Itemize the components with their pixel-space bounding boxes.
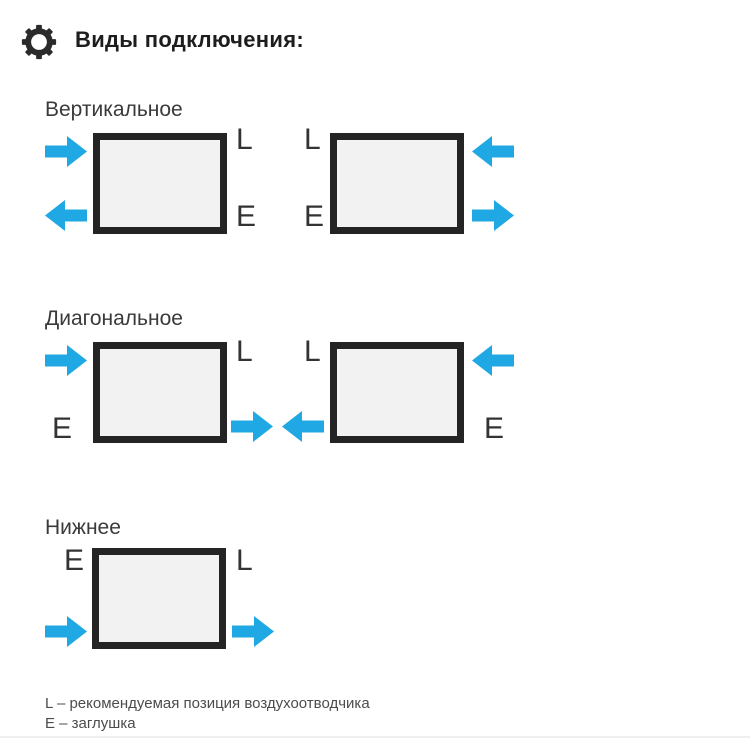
vent-position-label: L xyxy=(236,123,253,156)
gear-icon xyxy=(21,24,57,60)
inlet-arrow-right-icon xyxy=(45,345,87,376)
inlet-arrow-right-icon xyxy=(45,136,87,167)
radiator-outline xyxy=(330,133,464,234)
outlet-arrow-left-icon xyxy=(45,200,87,231)
radiator-outline xyxy=(93,133,227,234)
legend-line-plug: E – заглушка xyxy=(45,715,136,732)
vent-position-label: L xyxy=(236,544,253,577)
outlet-arrow-left-icon xyxy=(282,411,324,442)
bottom-divider xyxy=(0,736,750,738)
radiator-outline xyxy=(93,342,227,443)
outlet-arrow-right-icon xyxy=(232,616,274,647)
section-title-diagonal: Диагональное xyxy=(45,307,183,330)
plug-position-label: E xyxy=(52,412,73,445)
section-title-vertical: Вертикальное xyxy=(45,98,183,121)
plug-position-label: E xyxy=(484,412,505,445)
plug-position-label: E xyxy=(64,544,85,577)
vent-position-label: L xyxy=(304,335,321,368)
plug-position-label: E xyxy=(236,200,257,233)
plug-position-label: E xyxy=(304,200,325,233)
radiator-outline xyxy=(92,548,226,649)
vent-position-label: L xyxy=(236,335,253,368)
inlet-arrow-left-icon xyxy=(472,136,514,167)
section-title-bottom: Нижнее xyxy=(45,516,121,539)
radiator-outline xyxy=(330,342,464,443)
vent-position-label: L xyxy=(304,123,321,156)
inlet-arrow-left-icon xyxy=(472,345,514,376)
outlet-arrow-right-icon xyxy=(231,411,273,442)
outlet-arrow-right-icon xyxy=(472,200,514,231)
page-title: Виды подключения: xyxy=(75,27,304,52)
inlet-arrow-right-icon xyxy=(45,616,87,647)
legend-line-vent: L – рекомендуемая позиция воздухоотводчика xyxy=(45,695,370,712)
